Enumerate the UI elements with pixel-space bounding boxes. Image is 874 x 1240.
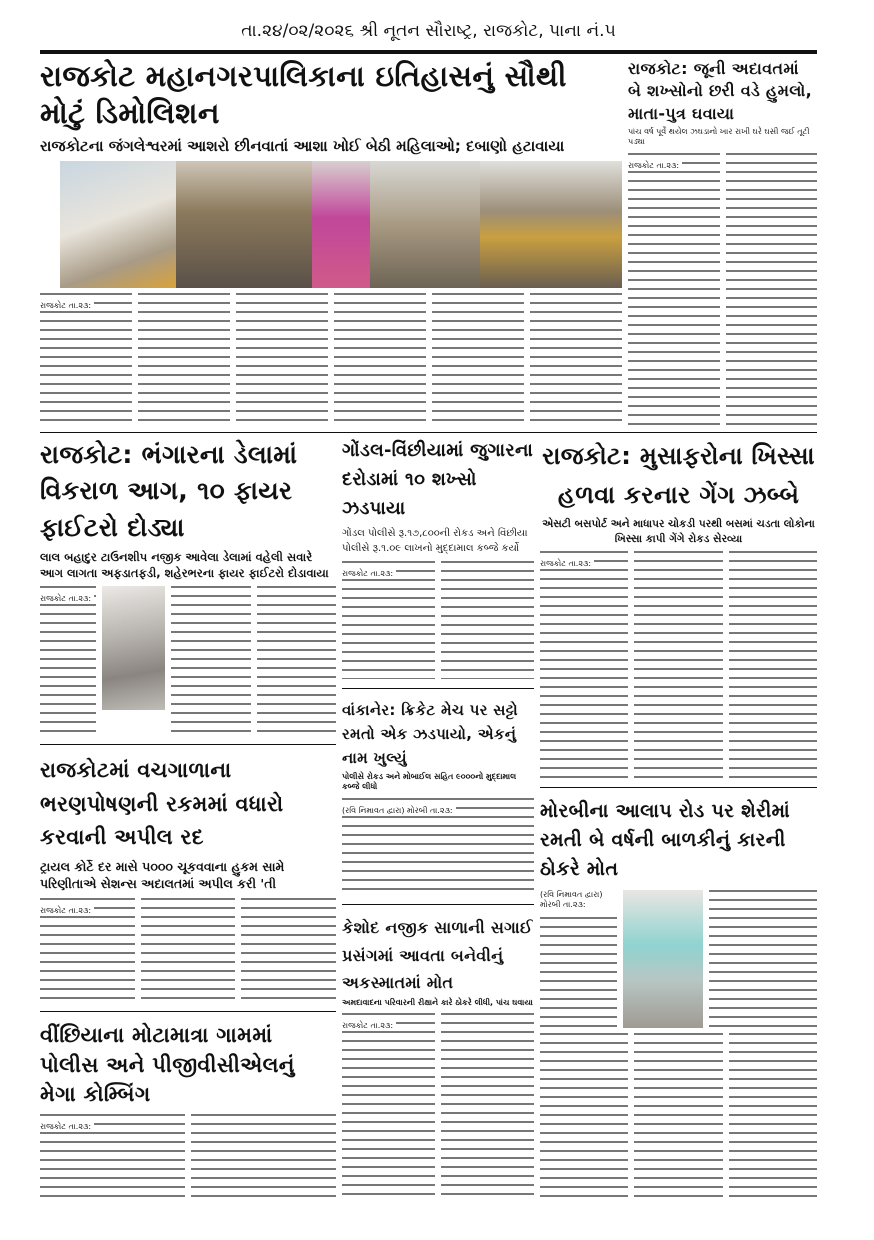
section-divider <box>40 432 817 433</box>
fire-subhead: લાલ બહાદુર ટાઉનશીપ નજીક આવેલા ડેલામાં વહેલી સવારે આગ લાગતા અફડાતફડી, શહેરભરના ફાયર ફાઈટરો દોડાવાયા <box>40 549 329 581</box>
attack-headline: રાજકોટ: જૂની અદાવતમાં બે શખ્સોનો છરી વડે હુમલો, માતા-પુત્ર ઘવાયા <box>628 58 812 123</box>
demolition-subhead: રાજકોટના જંગલેશ્વરમાં આશરો છીનવાતાં આશા ખોઈ બેઠી મહિલાઓ; દબાણો હટાવાયા <box>40 137 565 156</box>
pickpocket-body-column <box>729 551 817 777</box>
pickpocket-subhead: એસટી બસપોર્ટ અને માધાપર ચોકડી પરથી બસમાં ચડતા લોકોના ખિસ્સા કાપી ગેંગે રોકડ સેરવ્યા <box>542 517 815 545</box>
maintenance-body-column <box>40 898 135 1002</box>
fire-body-column <box>171 586 250 735</box>
morbi-body-column <box>729 1033 817 1200</box>
gambling-subhead: ગોંડલ પોલીસે રૂ.૧૭,૮૦૦ની રોકડ અને વિંછીયા પોલીસે રૂ.૧.૦૯ લાખનો મુદ્દામાલ કબ્જે કર્યો <box>342 527 528 554</box>
morbi-body-column <box>634 1033 722 1200</box>
demolition-body-column <box>40 293 132 428</box>
attack-dateline: રાજકોટ તા.૨૩: <box>628 161 682 171</box>
pickpocket-story <box>540 437 817 777</box>
fire-story <box>40 437 336 735</box>
story-divider <box>40 1011 336 1012</box>
top-section <box>40 58 817 428</box>
gambling-headline: ગોંડલ-વિંછીયામાં જુગારના દરોડામાં ૧૦ શખ્સો ઝડપાયા <box>342 440 534 519</box>
header-rule <box>40 50 817 54</box>
demolition-body-column <box>432 293 524 428</box>
combing-body-column <box>191 1114 336 1200</box>
right-column <box>540 437 817 1200</box>
keshod-story <box>342 914 534 1200</box>
keshod-subhead: અમદાવાદના પરિવારની રીક્ષાને કારે ઠોકરે લીધી, પાંચ ઘવાયા <box>342 998 533 1008</box>
story-divider <box>540 787 817 788</box>
keshod-headline: કેશોદ નજીક સાળાની સગાઈ પ્રસંગમાં આવતા બનેવીનું અકસ્માતમાં મોત <box>342 918 533 992</box>
demolition-photo-workers <box>370 161 480 288</box>
story-divider <box>342 688 534 689</box>
attack-subhead: પાંચ વર્ષ પૂર્વે થયેલ ઝઘડાનો ખાર રાખી ઘરે ઘસી જઈ તૂટી પડ્યા <box>628 126 810 147</box>
fire-dateline: રાજકોટ તા.૨૩: <box>40 594 94 604</box>
cricket-body <box>342 798 534 896</box>
middle-column <box>342 437 534 1200</box>
morbi-headline: મોરબીના આલાપ રોડ પર શેરીમાં રમતી બે વર્ષની બાળકીનું કારની ઠોકરે મોત <box>540 799 790 881</box>
combing-story <box>40 1021 336 1200</box>
morbi-body <box>540 1033 817 1200</box>
combing-headline: વીંછિયાના મોટામાત્રા ગામમાં પોલીસ અને પીજીવીસીએલનું મેગા કોમ્બિંગ <box>40 1023 295 1107</box>
keshod-body-column <box>441 1013 534 1200</box>
maintenance-story <box>40 754 336 1002</box>
demolition-photo-officials <box>176 161 312 288</box>
attack-body <box>628 153 817 428</box>
pickpocket-dateline: રાજકોટ તા.૨૩: <box>540 559 594 569</box>
pickpocket-headline: રાજકોટ: મુસાફરોના ખિસ્સા હળવા કરનાર ગેંગ ઝબ્બે <box>542 442 815 509</box>
demolition-photo-women <box>312 161 370 288</box>
cricket-dateline: (રવિ નિમાવત દ્વારા) મોરબી તા.૨૩: <box>342 806 456 816</box>
demolition-story <box>40 58 622 428</box>
maintenance-body-column <box>241 898 336 1002</box>
attack-body-column <box>726 153 818 428</box>
demolition-body-column <box>236 293 328 428</box>
cricket-headline: વાંકાનેર: ક્રિકેટ મેચ પર સટ્ટો રમતો એક ઝડપાયો, એકનું નામ ખુલ્યું <box>342 700 518 767</box>
gambling-body-column <box>342 561 435 679</box>
cricket-subhead: પોલીસે રોકડ અને મોબાઈલ સહિત ૯૦૦૦નો મુદ્દામાલ કબ્જે લીધો <box>342 771 517 792</box>
demolition-dateline: રાજકોટ તા.૨૩: <box>40 301 94 311</box>
maintenance-body-column <box>141 898 236 1002</box>
keshod-body <box>342 1013 534 1200</box>
morbi-child-photo <box>623 890 703 1028</box>
page-header: તા.૨૪/૦૨/૨૦૨૬ શ્રી નૂતન સૌરાષ્ટ્ર, રાજકોટ, પાના નં.૫ <box>241 21 616 41</box>
demolition-body-column <box>138 293 230 428</box>
combing-dateline: રાજકોટ તા.૨૩: <box>40 1122 94 1132</box>
fire-body <box>40 586 336 735</box>
pickpocket-body-column <box>540 551 628 777</box>
demolition-body-column <box>334 293 426 428</box>
keshod-body-column <box>342 1013 435 1200</box>
morbi-body-column <box>709 890 817 1028</box>
demolition-headline: રાજકોટ મહાનગરપાલિકાના ઇતિહાસનું સૌથી મોટું ડિમોલિશન <box>40 58 567 131</box>
left-column <box>40 437 336 1200</box>
morbi-body-column <box>540 890 617 1028</box>
morbi-dateline: (રવિ નિમાવત દ્વારા) મોરબી તા.૨૩: <box>540 890 617 910</box>
maintenance-subhead: ટ્રાયલ કોર્ટે દર માસે ૫૦૦૦ ચૂકવવાના હુકમ સામે પરિણીતાએ સેશન્સ અદાલતમાં અપીલ કરી 'તી <box>40 858 285 892</box>
gambling-body-column <box>441 561 534 679</box>
pickpocket-body-column <box>634 551 722 777</box>
fire-photo <box>102 586 166 710</box>
cricket-story <box>342 698 534 896</box>
gambling-body <box>342 561 534 679</box>
keshod-dateline: રાજકોટ તા.૨૩: <box>342 1021 396 1031</box>
story-divider <box>40 744 336 745</box>
morbi-top-row <box>540 890 817 1028</box>
lower-section <box>40 437 817 1200</box>
demolition-body <box>40 293 622 428</box>
demolition-photo-building <box>60 161 176 288</box>
gambling-story <box>342 437 534 679</box>
attack-story <box>628 58 817 428</box>
maintenance-dateline: રાજકોટ તા.૨૩: <box>40 906 94 916</box>
newspaper-page <box>40 0 817 1200</box>
cricket-body-column <box>342 798 534 896</box>
pickpocket-body <box>540 551 817 777</box>
demolition-body-column <box>530 293 622 428</box>
morbi-story <box>540 797 817 1200</box>
combing-body <box>40 1114 336 1200</box>
demolition-photo-rubble <box>480 161 622 288</box>
fire-body-column <box>40 586 96 735</box>
morbi-body-column <box>540 1033 628 1200</box>
combing-body-column <box>40 1114 185 1200</box>
fire-body-column <box>257 586 336 735</box>
maintenance-headline: રાજકોટમાં વચગાળાના ભરણપોષણની રકમમાં વધારો કરવાની અપીલ રદ <box>40 758 284 850</box>
fire-headline: રાજકોટ: ભંગારના ડેલામાં વિકરાળ આગ, ૧૦ ફાયર ફાઈટરો દોડ્યા <box>40 440 298 542</box>
maintenance-body <box>40 898 336 1002</box>
gambling-dateline: રાજકોટ તા.૨૩: <box>342 569 396 579</box>
demolition-photo-strip <box>60 161 622 288</box>
story-divider <box>342 904 534 905</box>
attack-body-column <box>628 153 720 428</box>
